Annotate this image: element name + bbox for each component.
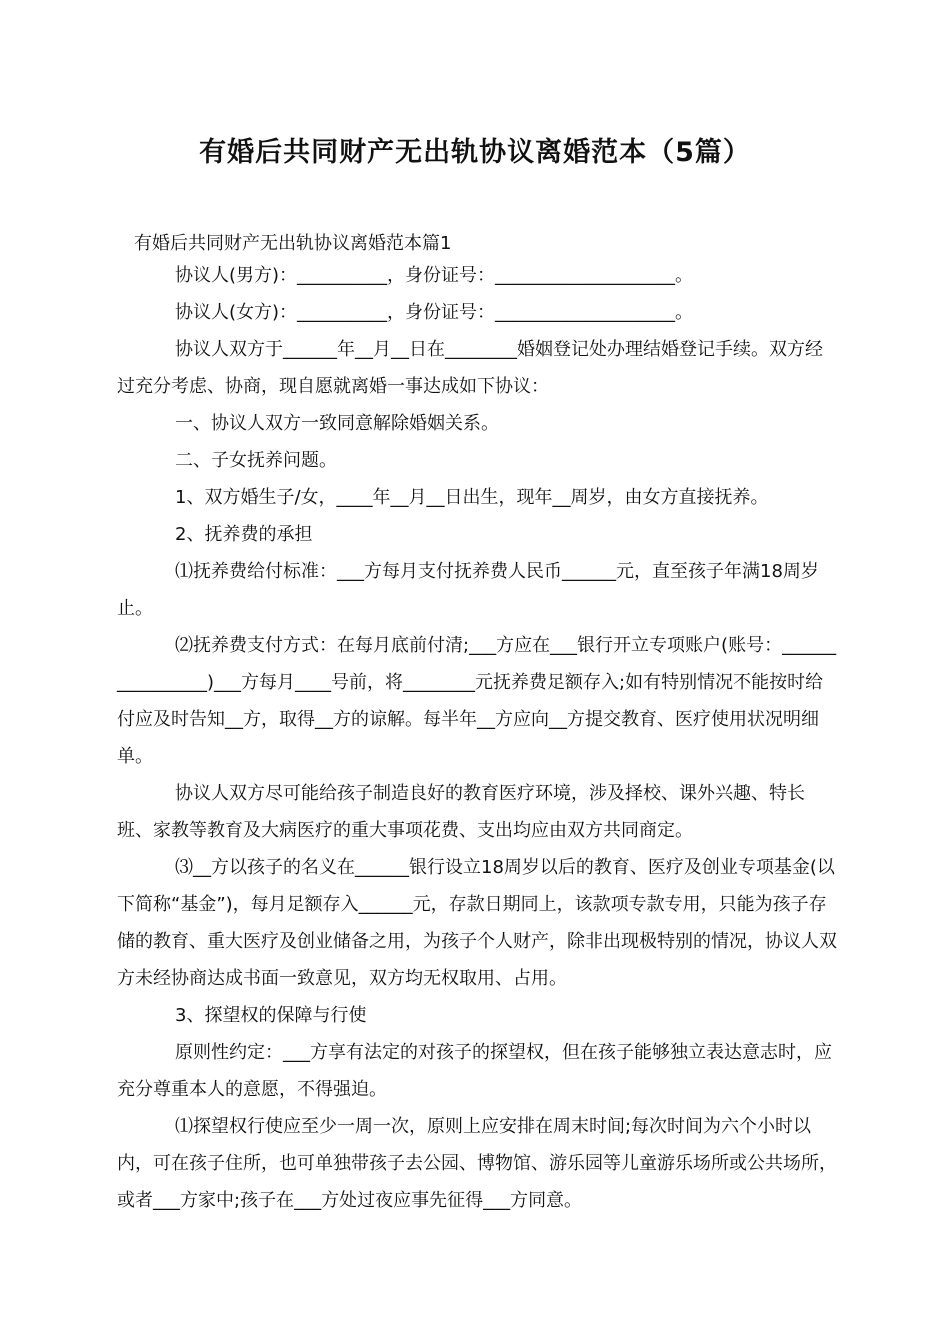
paragraph-marriage-registration: 协议人双方于______年__月__日在________婚姻登记处办理结婚登记手续。双方经过充分考虑、协商，现自愿就离婚一事达成如下协议： [117,339,823,397]
paragraph-support-heading: 2、抚养费的承担 [175,524,313,545]
paragraph-male-party: 协议人(男方)：__________，身份证号：____________________。 [175,265,694,286]
paragraph-visitation-heading: 3、探望权的保障与行使 [175,1005,367,1026]
section-heading: 有婚后共同财产无出轨协议离婚范本篇1 [134,233,452,254]
paragraph-education-fund: ⑶__方以孩子的名义在______银行设立18周岁以后的教育、医疗及创业专项基金(以下简称“基金”)，每月足额存入______元，存款日期同上，该款项专款专用，只能为孩子存储的教育、重大医疗及创业储备之用，为孩子个人财产，除非出现极特别的情况，协议人双方未经协商达成书面一致意见，双方均无权取用、占用。 [117,857,837,989]
paragraph-visitation-frequency: ⑴探望权行使应至少一周一次，原则上应安排在周末时间;每次时间为六个小时以内，可在孩子住所，也可单独带孩子去公园、博物馆、游乐园等儿童游乐场所或公共场所，或者___方家中;孩子在___方处过夜应事先征得___方同意。 [117,1116,837,1211]
paragraph-visitation-principle: 原则性约定：___方享有法定的对孩子的探望权，但在孩子能够独立表达意志时，应充分尊重本人的意愿，不得强迫。 [117,1042,832,1100]
paragraph-support-standard: ⑴抚养费给付标准：___方每月支付抚养费人民币______元，直至孩子年满18周岁止。 [117,561,819,619]
document-body [117,257,837,1219]
paragraph-child-custody-heading: 二、子女抚养问题。 [175,450,337,471]
paragraph-child-info: 1、双方婚生子/女，____年__月__日出生，现年__周岁，由女方直接抚养。 [175,487,769,508]
paragraph-female-party: 协议人(女方)：__________，身份证号：____________________。 [175,302,694,323]
document-title: 有婚后共同财产无出轨协议离婚范本（5篇） [199,137,751,168]
paragraph-dissolve-marriage: 一、协议人双方一致同意解除婚姻关系。 [175,413,499,434]
paragraph-education-environment: 协议人双方尽可能给孩子制造良好的教育医疗环境，涉及择校、课外兴趣、特长班、家教等教育及大病医疗的重大事项花费、支出均应由双方共同商定。 [117,783,805,841]
paragraph-support-payment: ⑵抚养费支付方式：在每月底前付清;___方应在___银行开立专项账户(账号：________________)___方每月____号前，将________元抚养费足额存入;如有特别情况不能按时给付应及时告知__方，取得__方的谅解。每半年__方应向__方提交教育、医疗使用状况明细单。 [117,635,837,767]
